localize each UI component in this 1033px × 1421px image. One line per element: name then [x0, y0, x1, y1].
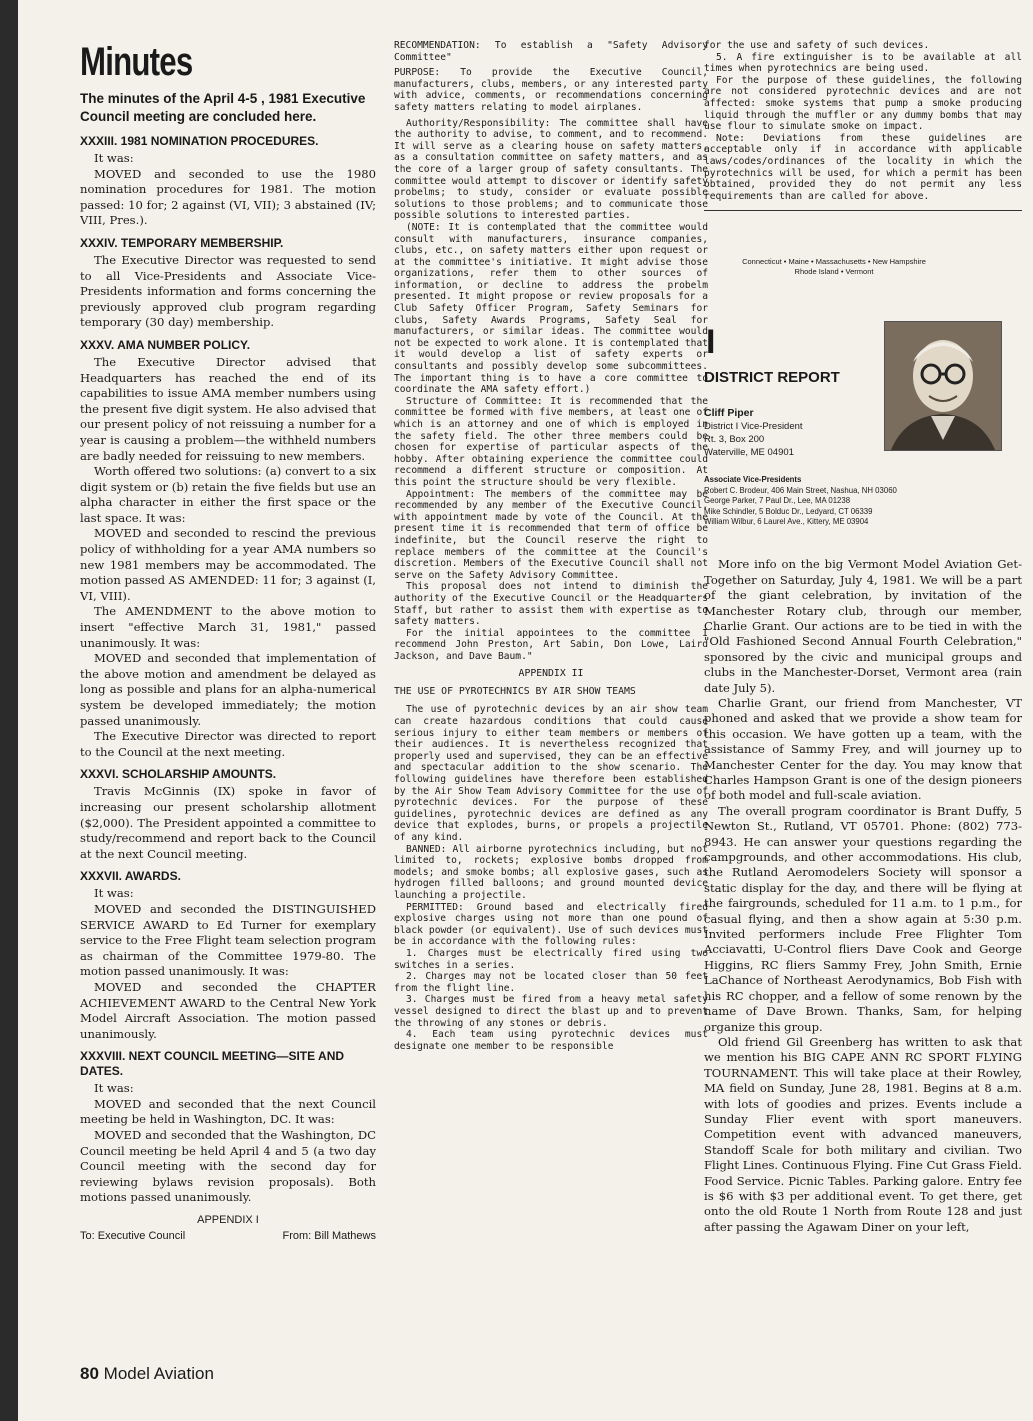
assoc-item: Mike Schindler, 5 Bolduc Dr., Ledyard, CT 06339: [704, 506, 873, 516]
report-paragraph: More info on the big Vermont Model Aviation Get-Together on Saturday, July 4, 1981. We will be a part of the giant celebration, by invitation of the Manchester Rotary club, through our member, Charlie Grant. Our actions are to be tied in with the "Old Fashioned Second Annual Fourth Celebration," sponsored by the civic and municipal groups and clubs in the Manchester-Dorset, Vermont area (rain date July 5).: [704, 557, 1022, 695]
paragraph: MOVED and seconded to rescind the previous policy of withholding for a year AMA numbers so new 1981 members may be accommodated. The motion passed AS AMENDED: 11 for; 3 against (I, VI, VIII).: [80, 526, 376, 603]
paragraph: BANNED: All airborne pyrotechnics including, but not limited to, rockets; explosive bombs dropped from models; and smoke bombs; all explosive gases, such as hydrogen filled balloons; and ground mounted device launching a projectile.: [394, 843, 708, 901]
paragraph: It was:: [94, 151, 134, 165]
vp-title: District I Vice-President: [704, 421, 803, 433]
minutes-section: [80, 338, 376, 760]
vp-address: Rt. 3, Box 200: [704, 434, 765, 446]
report-paragraph: Old friend Gil Greenberg has written to ask that we mention his BIG CAPE ANN RC SPORT FLYING TOURNAMENT. This will take place at their Rowley, MA field on Sunday, June 28, 1981. Begins at 8 a.m. with lots of goodies and prizes. Events include a Sunday Flier event with sport maneuvers. Competition event with advanced maneuvers, Standoff Scale for both military and civilian. Two Flight Lines. Continuous Flying. Fine Cut Grass Field. Food Service. Picnic Tables. Parking galore. Entry fee is $6 with $3 per additional event. To get there, get onto the old Route 1 North from Route 128 and just after passing the Agawam Diner on your left,: [704, 1034, 1022, 1234]
paragraph: MOVED and seconded to use the 1980 nomination procedures for 1981. The motion passed: 10 for; 2 against (VI, VII); 3 abstained (IV; VIII, Pres.).: [80, 166, 376, 228]
section-heading: XXXVIII. NEXT COUNCIL MEETING—SITE AND DATES.: [80, 1049, 345, 1079]
assoc-item: William Wilbur, 6 Laurel Ave., Kittery, ME 03904: [704, 516, 869, 526]
paragraph: Worth offered two solutions: (a) convert to a six digit system or (b) retain the five fields but use an alpha character in either the first space or the last space. It was:: [80, 464, 376, 525]
lead-paragraph: The minutes of the April 4-5 , 1981 Executive Council meeting are concluded here.: [80, 91, 366, 124]
district-number: I: [706, 323, 716, 362]
section-heading: XXXIV. TEMPORARY MEMBERSHIP.: [80, 235, 284, 250]
paragraph: The Executive Director was requested to send to all Vice-Presidents and Associate Vice-Presidents information and forms concerning the previously approved club program regarding temporary (30 day) membership.: [80, 252, 376, 330]
section-heading: XXXV. AMA NUMBER POLICY.: [80, 337, 251, 352]
memo-header: [80, 1230, 376, 1242]
paragraph: The use of pyrotechnic devices by an air show team can create hazardous conditions that could cause serious injury to either team members or members of their audiences. It is nevertheless recognized that properly used and supervised, they can be an effective and spectacular addition to the show scenario. The following guidelines have therefore been established by the Air Show Team Advisory Committee for the use of pyrotechnic devices. For the purpose of these guidelines, pyrotechnic devices are defined as any device that explodes, burns, or propels a projectile of any kind.: [394, 704, 708, 843]
paragraph: The Executive Director advised that Headquarters has reached the end of its capabilities to issue AMA member numbers using the present five digit system. He also advised that our present policy of not reissuing a number for a year is causing a problem—the withheld numbers are badly needed for reissuing to new members.: [80, 354, 376, 463]
rule-item: 5. A fire extinguisher is to be available at all times when pyrotechnics are being used.: [704, 51, 1022, 75]
minutes-section: [80, 134, 376, 229]
portrait-photo: [884, 321, 1002, 451]
page-footer: [80, 1364, 214, 1384]
paragraph: PERMITTED: Ground based and electrically fired explosive charges using not more than one pound of black powder (or equivalent). Use of such devices must be in accordance with the following rules:: [394, 901, 708, 948]
magazine-name: Model Aviation: [103, 1364, 214, 1383]
vp-city: Waterville, ME 04901: [704, 447, 794, 459]
vp-name: Cliff Piper: [704, 407, 754, 420]
column-middle: [394, 40, 708, 1052]
section-heading: XXXVI. SCHOLARSHIP AMOUNTS.: [80, 767, 277, 782]
page-title: Minutes: [80, 40, 193, 84]
district-report-header: [704, 257, 1022, 557]
section-heading: XXXIII. 1981 NOMINATION PROCEDURES.: [80, 134, 319, 148]
paragraph: MOVED and seconded the DISTINGUISHED SERVICE AWARD to Ed Turner for exemplary service to the Free Flight team selection program as chairman of the Committee 1979-80. The motion passed unanimously. It was:: [80, 901, 376, 979]
minutes-section: [80, 767, 376, 862]
rule-item: 4. Each team using pyrotechnic devices must designate one member to be responsible: [394, 1029, 708, 1052]
paragraph: Authority/Responsibility: The committee shall have the authority to advise, to comment, and to recommend. It will serve as a clearing house on safety matters, as a consultation committee on safety matters, and as the core of a larger group of safety consultants. The committee would attempt to discover or identify safety probelms; to study, consider or evaluate possible solutions to those problems; and to communicate those possible solutions to interested parties.: [394, 117, 708, 222]
report-paragraph: The overall program coordinator is Brant Duffy, 5 Newton St., Rutland, VT 05701. Phone: (802) 773-8943. He can answer your questions regarding the campgrounds, and other accommodations. His club, the Rutland Aeromodelers Society will sponsor a static display for the day, and there will be flying at the fairgrounds, scheduled for 11 a.m. to 1 p.m., for casual flying, and then a show again at 5:30 p.m. Invited performers include Free Flighter Tom Acciavatti, U-Control fliers Dave Cook and George Higgins, RC fliers Sammy Frey, John Smith, Ernie LaChance of Northeast Aerodynamics, Bob Fish with his RC chopper, and a fellow of some renown by the name of Dave Brown. Thanks, Sam, for helping organize this group.: [704, 803, 1022, 1034]
assoc-heading: Associate Vice-Presidents: [704, 475, 802, 485]
paragraph: (NOTE: It is contemplated that the committee would consult with manufacturers, insurance companies, clubs, etc., on safety matters either upon request or at the committee's initiative. It might advise those organizations, refer them to other sources of information, or decline to address the probelm presented. It might propose or review proposals for a Club Safety Officer Program, Safety Seminars for clubs, Safety Awards Programs, Safety Seal for manufacturers, or similar ideas. The committee would not be expected to work alone. It is contemplated that it would develop a list of safety experts or consultants and possibly develop some subcommittees. The important thing is to have a core committee to coordinate the AMA safety effort.): [394, 221, 708, 396]
portrait-image: [885, 322, 1001, 450]
district-title: DISTRICT REPORT: [704, 369, 840, 387]
paragraph: Travis McGinnis (IX) spoke in favor of increasing our present scholarship allotment ($2,000). The President appointed a committee to study/recommend and report back to the Council at the next Council meeting.: [80, 784, 376, 861]
divider: [704, 210, 1022, 211]
rule-item: 1. Charges must be electrically fired using two switches in a series.: [394, 947, 708, 971]
appendix-2-label: APPENDIX II: [518, 668, 584, 680]
recommendation: RECOMMENDATION: To establish a "Safety Advisory Committee": [394, 40, 708, 63]
paragraph: It was:: [94, 1081, 134, 1096]
paragraph: For the initial appointees to the committee I recommend John Preston, Art Sabin, Don Lowe, Laird Jackson, and Dave Baum.": [394, 627, 708, 662]
purpose: PURPOSE: To provide the Executive Council, manufacturers, clubs, members, or any interested party with advice, comments, or recommendations concerning safety matters relating to model airplanes.: [394, 67, 708, 113]
paragraph: MOVED and seconded that the Washington, DC Council meeting be held April 4 and 5 (a two day Council meeting with the second day for reviewing bylaws revision proposals). Both motions passed unanimously.: [80, 1128, 376, 1205]
paragraph: It was:: [94, 886, 134, 901]
report-paragraph: Charlie Grant, our friend from Manchester, VT phoned and asked that we provide a show team for this occasion. We have gotten up a team, with the assistance of Sammy Frey, and will journey up to Manchester Center for the day. You may know that Charles Hampson Grant is one of the design pioneers of both model and full-scale aviation.: [704, 695, 1022, 803]
appendix-label: APPENDIX I: [197, 1214, 259, 1227]
minutes-section: [80, 1049, 376, 1206]
paragraph: Structure of Committee: It is recommended that the committee be formed with five members, at least one of which is an attorney and one of which is employed in the safety field. The other three members could be chosen for expertise of particular aspects of the hobby. After obtaining experience the committee could recommend a different structure or composition. At this point the structure should be very flexible.: [394, 395, 708, 488]
column-left: [80, 40, 376, 1242]
paragraph: This proposal does not intend to diminish the authority of the Executive Council or the Headquarters Staff, but rather to assist them with expertise as to safety matters.: [394, 581, 708, 628]
section-heading: XXXVII. AWARDS.: [80, 869, 181, 884]
minutes-section: [80, 236, 376, 331]
vice-president-info: [704, 407, 882, 459]
appendix-2-title: THE USE OF PYROTECHNICS BY AIR SHOW TEAMS: [394, 686, 636, 698]
states-line: Rhode Island • Vermont: [794, 267, 874, 277]
associate-vps: [704, 475, 1004, 527]
states-list: [704, 257, 964, 277]
assoc-item: Robert C. Brodeur, 406 Main Street, Nashua, NH 03060: [704, 485, 897, 495]
paragraph: The Executive Director was directed to report to the Council at the next meeting.: [80, 729, 376, 759]
paragraph: MOVED and seconded that the next Council meeting be held in Washington, DC. It was:: [80, 1096, 376, 1127]
paragraph: for the use and safety of such devices.: [704, 40, 930, 51]
column-right: [704, 40, 1022, 1235]
rule-item: 2. Charges may not be located closer than 50 feet from the flight line.: [394, 971, 708, 994]
page-number: 80: [80, 1364, 99, 1383]
paragraph: MOVED and seconded the CHAPTER ACHIEVEMENT AWARD to the Central New York Model Aircraft Association. The motion passed unanimously.: [80, 979, 376, 1041]
assoc-item: George Parker, 7 Paul Dr., Lee, MA 01238: [704, 496, 851, 506]
minutes-section: [80, 869, 376, 1042]
paragraph: Note: Deviations from these guidelines are acceptable only if in accordance with applicable laws/codes/ordinances of the locality in which the pyrotechnics will be used, for which a permit has been obtained, provided they do not permit any less requirements than are called for above.: [704, 132, 1022, 202]
paragraph: For the purpose of these guidelines, the following are not considered pyrotechnic devices and are not affected: smoke systems that pump a smoke producing liquid through the muffler or any dummy bombs that may use flour to simulate smoke on impact.: [704, 74, 1022, 133]
paragraph: The AMENDMENT to the above motion to insert "effective March 31, 1981," passed unanimously. It was:: [80, 604, 376, 650]
memo-to: To: Executive Council: [80, 1230, 186, 1243]
memo-from: From: Bill Mathews: [282, 1230, 376, 1243]
paragraph: Appointment: The members of the committee may be recommended by any member of the Executive Council, with appointment made by vote of the Council. At the present time it is recommended that term of office be indefinite, but the Council reserve the right to replace members of the committee at the Council's discretion. Members of the Executive Council shall not serve on the Safety Advisory Committee.: [394, 488, 708, 581]
paragraph: MOVED and seconded that implementation of the above motion and amendment be delayed as long as possible and plans for an alpha-numerical system be developed immediately; the motion passed unanimously.: [80, 651, 376, 728]
rule-item: 3. Charges must be fired from a heavy metal safety vessel designed to direct the blast up and to prevent the throwing of any stones or debris.: [394, 994, 708, 1029]
states-line: Connecticut • Maine • Massachusetts • New Hampshire: [742, 257, 926, 267]
